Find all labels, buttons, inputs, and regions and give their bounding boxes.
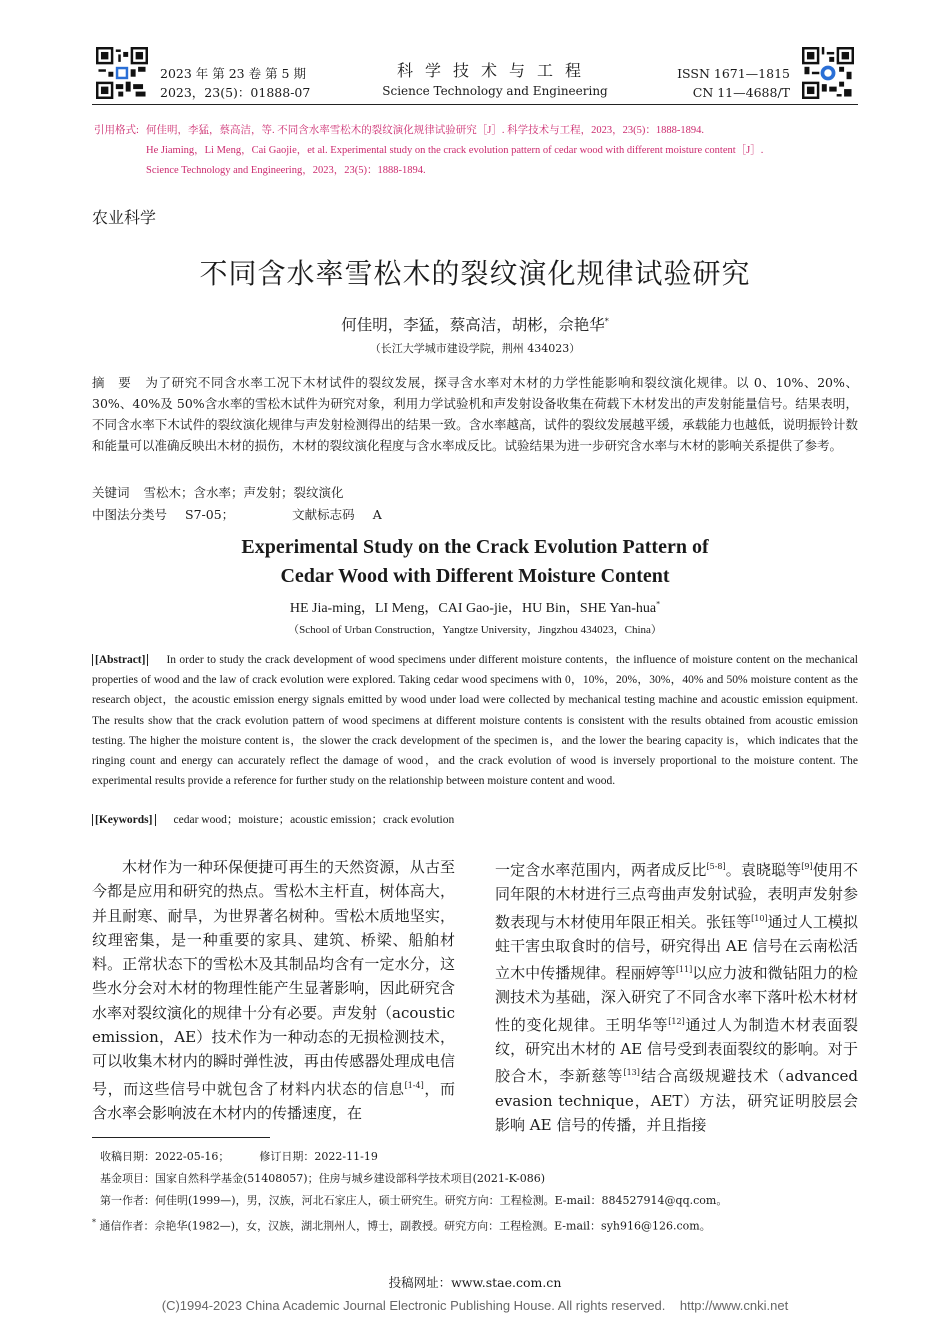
reference-link[interactable]: [12] <box>668 1016 685 1026</box>
document-code-label: 文献标志码 <box>292 507 355 522</box>
paper-title-zh: 不同含水率雪松木的裂纹演化规律试验研究 <box>199 257 751 290</box>
reference-link[interactable]: [10] <box>751 913 768 923</box>
reference-link[interactable]: [9] <box>801 862 813 871</box>
body-right-text-6: 通过人为制造木材表面裂纹，研究出木材的 AE 信号受到表面裂纹的影响。对于胶合木，李新慈等 <box>495 1015 858 1086</box>
footnotes <box>92 1146 860 1238</box>
citation-en-line2: Science Technology and Engineering，2023，23(5)：1888-1894. <box>146 165 426 176</box>
abstract-zh-label: 摘 要 <box>92 375 132 390</box>
body-right-text-4: 通过人工模拟蛀干害虫取食时的信号，研究得出 AE 信号在云南松活立木中传播规律。程丽婷等 <box>495 912 858 983</box>
body-right-text-1: 一定含水率范围内，两者成反比 <box>495 861 707 879</box>
affiliation-zh: （长江大学城市建设学院，荆州 434023） <box>369 342 581 355</box>
citation-zh: 何佳明，李猛，蔡高洁，等. 不同含水率雪松木的裂纹演化规律试验研究［J］. 科学技术与工程，2023，23(5)：1888-1894. <box>146 125 704 136</box>
fund-info: 基金项目：国家自然科学基金(51408057)；住房与城乡建设部科学技术项目(2021-K-086) <box>100 1172 545 1185</box>
keywords-en-label: [Keywords] <box>92 814 156 826</box>
issue-zh: 2023 年 第 23 卷 第 5 期 <box>160 66 306 81</box>
copyright-notice: (C)1994-2023 China Academic Journal Electronic Publishing House. All rights reserved. http://www.cnki.net <box>161 1298 789 1313</box>
serial-numbers <box>677 64 790 102</box>
journal-masthead <box>330 58 660 98</box>
body-right-text-7: 结合高级规避技术（advanced evasion technique，AET）方法，研究证明胶层会影响 AE 信号的传播，并且指接 <box>495 1067 858 1134</box>
paper-title-en-line1: Experimental Study on the Crack Evolution Pattern of <box>241 536 709 558</box>
issue-info <box>160 64 310 102</box>
abstract-zh-text: 为了研究不同含水率工况下木材试件的裂纹发展，探寻含水率对木材的力学性能影响和裂纹演化规律。以 0、10%、20%、30%、40%及 50%含水率的雪松木试件为研究对象，利用力学试验机和声发射设备收集在荷载下木材发出的声发射能量信号。结果表明，不同含水率下木试件的裂纹演化规律与声发射检测得出的结果一致。含水率越高，试件的裂纹发展越平缓，承载能力也越低，说明振铃计数和能量可以准确反映出木材的损伤，木材的裂纹演化程度与含水率成反比。试验结果为进一步研究含水率与木材的影响关系提供了参考。 <box>92 375 858 453</box>
authors-zh <box>0 313 950 335</box>
reference-link[interactable]: [11] <box>675 965 693 975</box>
abstract-en <box>92 650 858 791</box>
citation-en-line1: He Jiaming，Li Meng，Cai Gaojie，et al. Experimental study on the crack evolution pattern of cedar wood with different moisture content［J］. <box>146 145 764 156</box>
citation-label: 引用格式: <box>94 125 139 136</box>
body-right-text-3: 使用不同年限的木材进行三点弯曲声发射试验，表明声发射参数表现与木材使用年限正相关。张钰等 <box>495 861 858 931</box>
body-column-right <box>495 855 858 1137</box>
authors-en <box>0 597 950 617</box>
journal-name-en: Science Technology and Engineering <box>382 84 608 98</box>
revised-date: 修订日期：2022-11-19 <box>259 1150 378 1163</box>
corresponding-author <box>92 1212 860 1238</box>
document-code: A <box>372 507 382 522</box>
body-right-text-2: 。袁晓聪等 <box>725 861 802 879</box>
first-author-info: 第一作者：何佳明(1999—)，男，汉族，河北石家庄人，硕士研究生。研究方向：工程检测。E-mail：884527914@qq.com。 <box>100 1194 728 1207</box>
keywords-en <box>92 811 454 827</box>
keywords-en-text: cedar wood；moisture；acoustic emission；crack evolution <box>173 814 455 826</box>
received-date: 收稿日期：2022-05-16； <box>100 1150 230 1163</box>
citation-block <box>94 121 846 181</box>
corresponding-author-info: 通信作者：佘艳华(1982—)，女，汉族，湖北荆州人，博士，副教授。研究方向：工程检测。E-mail：syh916@126.com。 <box>99 1219 711 1233</box>
journal-name-zh: 科学技术与工程 <box>396 61 593 80</box>
qr-code-right-icon[interactable] <box>802 47 854 99</box>
authors-zh-text: 何佳明，李猛，蔡高洁，胡彬，佘艳华 <box>341 316 605 334</box>
section-category: 农业科学 <box>92 208 157 227</box>
body-right-text-5: 以应力波和微钻阻力的检测技术为基础，深入研究了不同含水率下落叶松木材材性的变化规律。王明华等 <box>495 964 858 1034</box>
paper-title-en-line2: Cedar Wood with Different Moisture Content <box>280 565 670 587</box>
abstract-en-text: In order to study the crack development of wood specimens under different moisture contents，the influence of moisture content on the mechanical properties of wood and the law of crack evolution were explored. Taking cedar wood specimens with 0，10%，20%，30%，40% and 50% moisture content as the research object，the acoustic emission energy signals emitted by wood under load were collected by mechanical testing machine and acoustic emission equipment. The results show that the crack evolution pattern of wood specimens at different moisture contents is consistent with the results obtained from acoustic emission testing. The higher the moisture content is，the slower the crack development of the specimen is，and the lower the bearing capacity is，which indicates that the ringing count and energy can accurately reflect the damage of wood，and the crack evolution of wood is inversely proportional to the moisture content. The experimental results provide a reference for further study on the relationship between moisture content and wood. <box>92 654 858 788</box>
keywords-zh <box>92 483 344 501</box>
abstract-zh <box>92 372 858 456</box>
paper-title-en <box>0 533 950 591</box>
body-left-text-end: ，而含水率会影响波在木材内的传播速度，在 <box>92 1079 455 1122</box>
footnote-rule <box>92 1137 270 1138</box>
footnote-dates <box>100 1146 860 1168</box>
reference-link[interactable]: [1-4] <box>404 1080 424 1090</box>
classification-label: 中图法分类号 <box>92 507 168 522</box>
header-rule <box>92 104 858 105</box>
cn-number: CN 11—4688/T <box>692 85 790 100</box>
body-left-text: 木材作为一种环保便捷可再生的天然资源，从古至今都是应用和研究的热点。雪松木主杆直，树体高大，并且耐寒、耐旱，为世界著名树种。雪松木质地坚实，纹理密集，是一种重要的家具、建筑、桥梁、船舶材料。正常状态下的雪松木及其制品均含有一定水分，这些水分会对木材的物理性能产生显著影响，因此研究含水率对裂纹演化的规律十分有必要。声发射（acoustic emission，AE）技术作为一种动态的无损检测技术，可以收集木材内的瞬时弹性波，再由传感器处理成电信号，而这些信号中就包含了材料内状态的信息 <box>92 858 455 1098</box>
body-column-left <box>92 855 455 1125</box>
abstract-en-label: [Abstract] <box>92 654 148 666</box>
classification-line <box>92 505 382 523</box>
reference-link[interactable]: [5-8] <box>706 862 726 871</box>
corresponding-mark-en: * <box>656 599 661 609</box>
corresponding-mark: * <box>92 1218 96 1227</box>
classification-code: S7-05； <box>185 507 235 522</box>
affiliation-en: （School of Urban Construction，Yangtze University，Jingzhou 434023，China） <box>288 624 662 636</box>
reference-link[interactable]: [13] <box>623 1068 640 1078</box>
submission-url[interactable]: 投稿网址：www.stae.com.cn <box>388 1275 562 1290</box>
qr-code-left-icon[interactable] <box>96 47 148 99</box>
keywords-zh-label: 关键词 <box>92 485 130 500</box>
corresponding-mark-zh: * <box>604 316 609 326</box>
issn: ISSN 1671—1815 <box>677 66 790 81</box>
issue-number: 2023，23(5)：01888-07 <box>160 85 311 100</box>
authors-en-text: HE Jia-ming，LI Meng，CAI Gao-jie，HU Bin，SHE Yan-hua <box>289 601 657 616</box>
keywords-zh-text: 雪松木；含水率；声发射；裂纹演化 <box>143 485 344 500</box>
